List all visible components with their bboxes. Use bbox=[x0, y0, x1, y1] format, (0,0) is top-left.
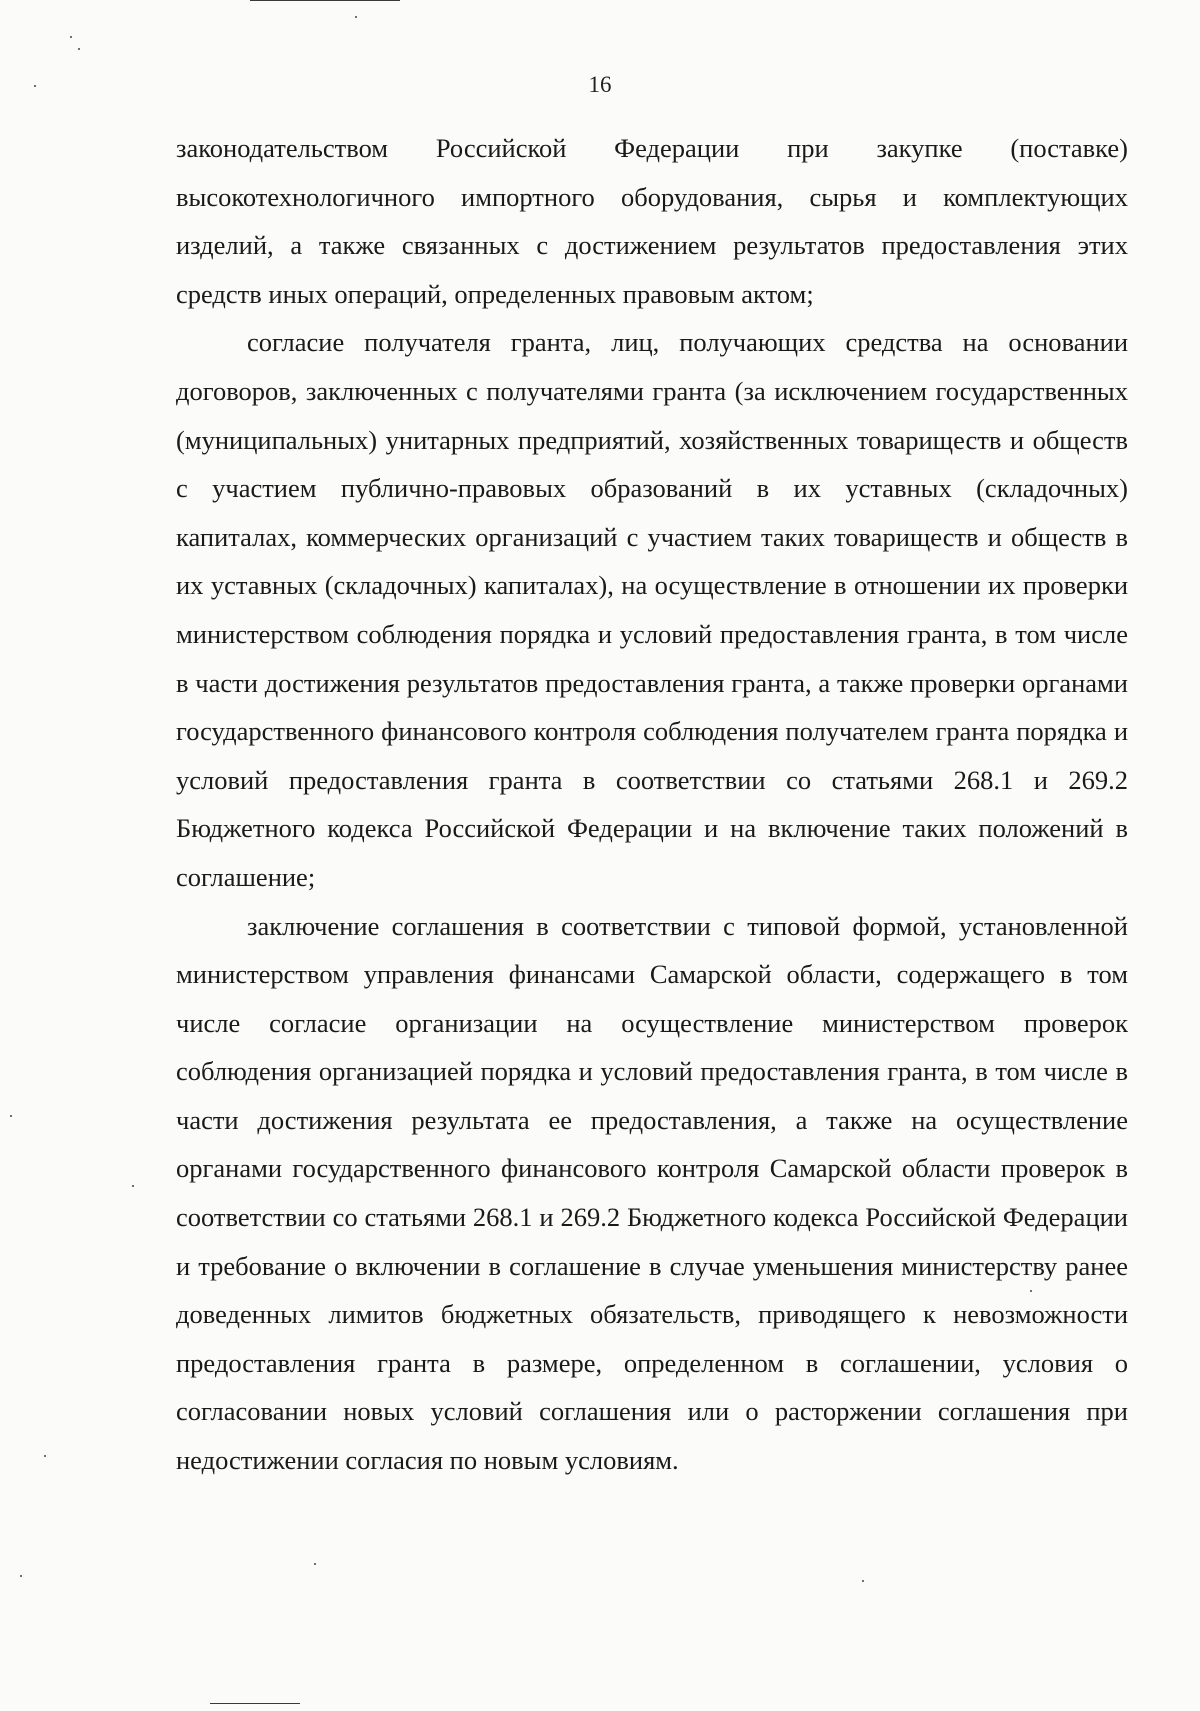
paragraph-1: законодательством Российской Федерации при закупке (поставке) высокотехнологичного импортного оборудования, сырья и комплектующих изделий, а также связанных с достижением результатов предоставления этих средств иных операций, определенных правовым актом; bbox=[176, 133, 1128, 309]
scan-speck bbox=[314, 1563, 316, 1565]
scan-speck bbox=[70, 36, 72, 38]
body-text bbox=[176, 124, 1128, 1485]
scan-speck bbox=[862, 1580, 864, 1582]
scan-speck bbox=[132, 1185, 134, 1187]
paragraph-3: заключение соглашения в соответствии с типовой формой, установленной министерством управления финансами Самарской области, содержащего в том числе согласие организации на осуществление министерством проверок соблюдения организацией порядка и условий предоставления гранта, в том числе в части достижения результата ее предоставления, а также на осуществление органами государственного финансового контроля Самарской области проверок в соответствии со статьями 268.1 и 269.2 Бюджетного кодекса Российской Федерации и требование о включении в соглашение в случае уменьшения министерству ранее доведенных лимитов бюджетных обязательств, приводящего к невозможности предоставления гранта в размере, определенном в соглашении, условия о согласовании новых условий соглашения или о расторжении соглашения при недостижении согласия по новым условиям. bbox=[176, 910, 1128, 1476]
scan-speck bbox=[44, 1455, 46, 1457]
scan-edge-top bbox=[250, 0, 400, 1]
scan-edge-bottom bbox=[210, 1703, 300, 1704]
scan-speck bbox=[355, 16, 357, 18]
scan-speck bbox=[10, 1115, 12, 1117]
scan-speck bbox=[78, 48, 80, 50]
scan-speck bbox=[20, 1575, 22, 1577]
paragraph-2: согласие получателя гранта, лиц, получающих средства на основании договоров, заключенных с получателями гранта (за исключением государственных (муниципальных) унитарных предприятий, хозяйственных товариществ и обществ с участием публично-правовых образований в их уставных (складочных) капиталах, коммерческих организаций с участием таких товариществ и обществ в их уставных (складочных) капиталах), на осуществление в отношении их проверки министерством соблюдения порядка и условий предоставления гранта, в том числе в части достижения результатов предоставления гранта, а также проверки органами государственного финансового контроля соблюдения получателем гранта порядка и условий предоставления гранта в соответствии со статьями 268.1 и 269.2 Бюджетного кодекса Российской Федерации и на включение таких положений в соглашение; bbox=[176, 327, 1128, 892]
page-number: 16 bbox=[588, 72, 612, 97]
